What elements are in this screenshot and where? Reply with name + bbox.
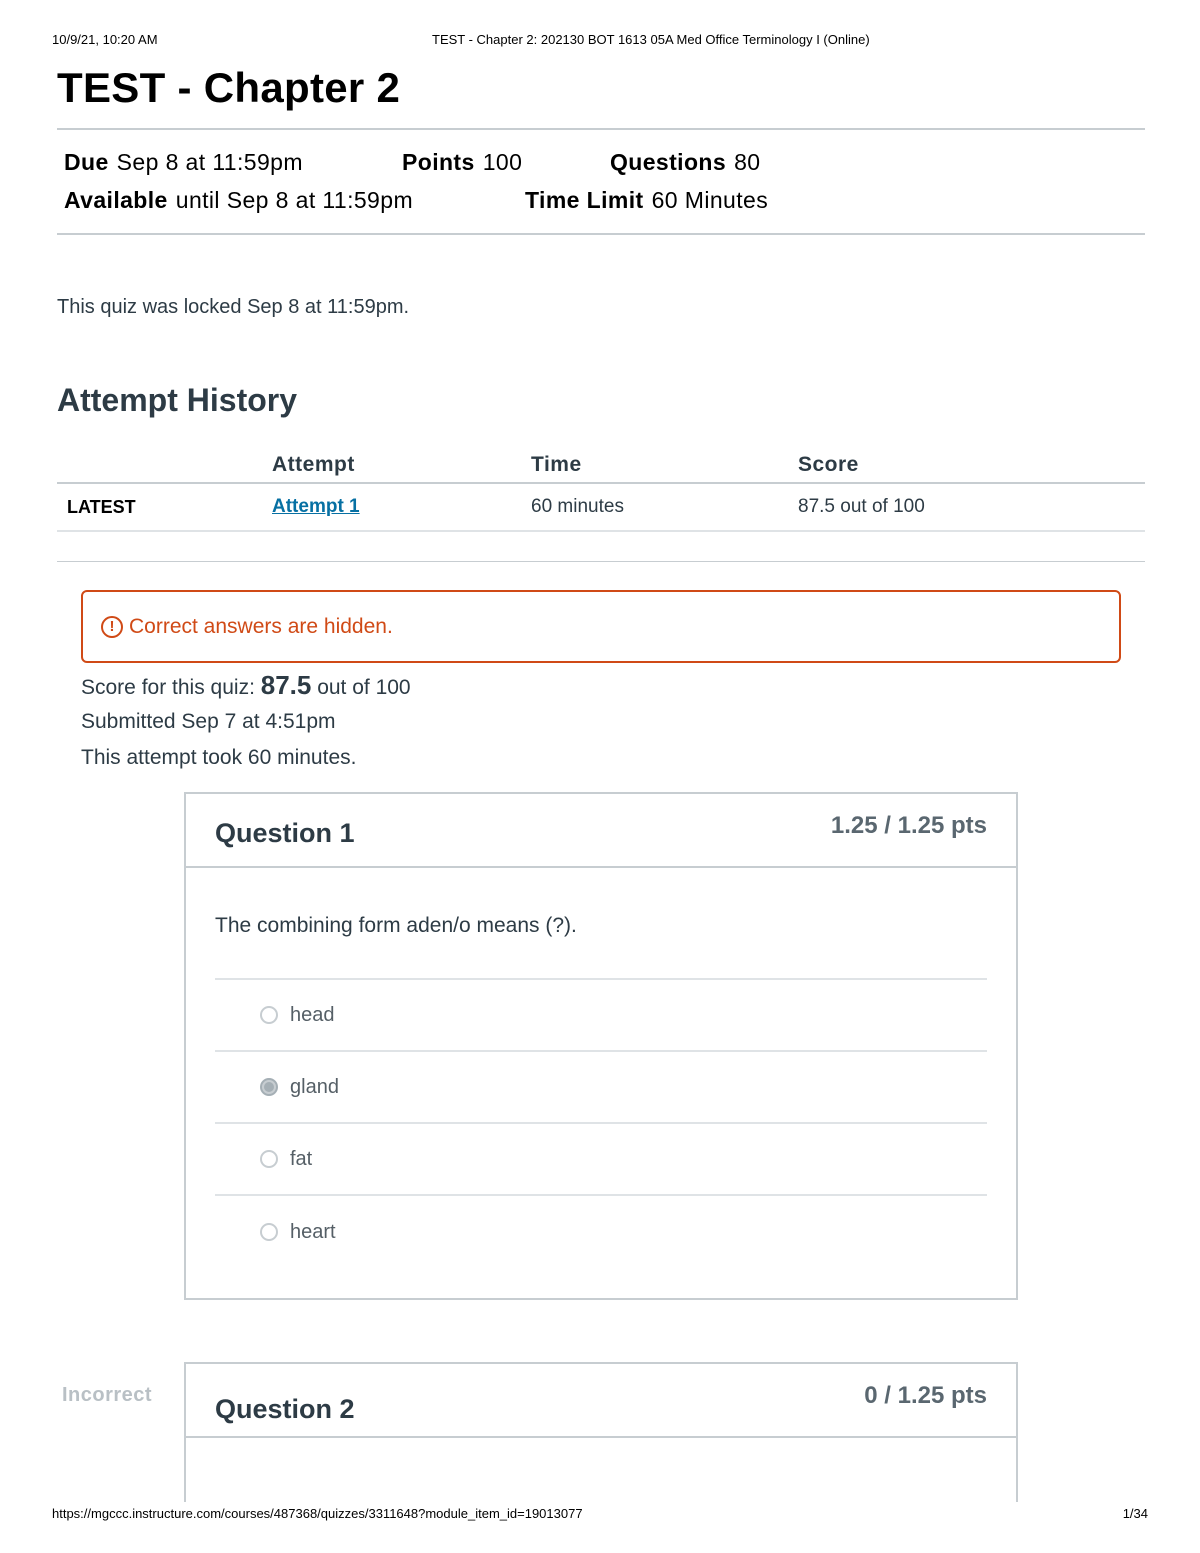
print-title: TEST - Chapter 2: 202130 BOT 1613 05A Med Office Terminology I (Online) xyxy=(432,32,870,47)
divider xyxy=(57,128,1145,130)
print-footer xyxy=(52,1506,1148,1524)
attempt-history-title: Attempt History xyxy=(57,382,298,418)
question-body xyxy=(186,868,1016,1268)
attempt-duration: This attempt took 60 minutes. xyxy=(81,746,357,769)
time-cell: 60 minutes xyxy=(531,496,624,517)
submitted-time: Submitted Sep 7 at 4:51pm xyxy=(81,710,336,733)
table-header-score: Score xyxy=(798,453,859,476)
attempt-cell xyxy=(272,496,531,518)
points xyxy=(402,149,610,176)
time-limit xyxy=(525,187,768,214)
answer-option xyxy=(215,1124,987,1196)
points-value: 100 xyxy=(482,149,523,175)
due-value: Sep 8 at 11:59pm xyxy=(116,149,303,175)
question-name: Question 2 xyxy=(215,1394,355,1424)
answer-option xyxy=(215,980,987,1052)
latest-badge: LATEST xyxy=(67,496,136,517)
due-date xyxy=(64,149,402,176)
score-suffix: out of 100 xyxy=(311,676,411,699)
table-header-time: Time xyxy=(531,453,582,476)
attempt-1-link[interactable]: Attempt 1 xyxy=(272,496,360,517)
score-prefix: Score for this quiz: xyxy=(81,676,261,699)
time-limit-value: 60 Minutes xyxy=(651,187,769,213)
quiz-meta-row-2 xyxy=(64,187,768,214)
question-points: 0 / 1.25 pts xyxy=(864,1382,987,1409)
incorrect-tag: Incorrect xyxy=(62,1384,153,1406)
correct-answers-hidden-alert xyxy=(81,590,1121,663)
answer-option-selected xyxy=(215,1052,987,1124)
divider xyxy=(57,233,1145,235)
radio-button xyxy=(260,1006,278,1024)
answer-label: gland xyxy=(290,1075,339,1098)
score-cell: 87.5 out of 100 xyxy=(798,496,925,517)
availability xyxy=(64,187,525,214)
questions-value: 80 xyxy=(734,149,761,175)
question-1 xyxy=(184,792,1018,1300)
questions-label: Questions xyxy=(610,149,727,175)
quiz-meta-row-1 xyxy=(64,149,760,176)
answer-label: heart xyxy=(290,1220,336,1243)
answer-label: head xyxy=(290,1003,335,1026)
answer-label: fat xyxy=(290,1147,313,1170)
radio-button-selected xyxy=(260,1078,278,1096)
available-value: until Sep 8 at 11:59pm xyxy=(175,187,414,213)
points-label: Points xyxy=(402,149,475,175)
divider xyxy=(57,561,1145,562)
print-header xyxy=(52,32,1148,50)
exclamation-circle-icon: ! xyxy=(101,616,123,638)
available-label: Available xyxy=(64,187,168,213)
quiz-score xyxy=(81,670,411,701)
alert-text: Correct answers are hidden. xyxy=(129,614,393,638)
question-points: 1.25 / 1.25 pts xyxy=(830,812,987,839)
attempt-history-table xyxy=(57,448,1145,532)
table-header-attempt: Attempt xyxy=(272,453,355,476)
radio-button xyxy=(260,1150,278,1168)
questions-count xyxy=(610,149,760,176)
print-url: https://mgccc.instructure.com/courses/487368/quizzes/3311648?module_item_id=19013077 xyxy=(52,1506,583,1521)
page-title: TEST - Chapter 2 xyxy=(57,64,401,111)
due-label: Due xyxy=(64,149,109,175)
answer-option xyxy=(215,1196,987,1268)
print-page-number: 1/34 xyxy=(1122,1506,1148,1521)
table-header xyxy=(57,448,1145,484)
print-date: 10/9/21, 10:20 AM xyxy=(52,32,158,47)
question-name: Question 1 xyxy=(215,818,355,848)
table-row xyxy=(57,484,1145,532)
question-2 xyxy=(184,1362,1018,1502)
question-header xyxy=(186,1364,1016,1438)
question-header xyxy=(186,794,1016,868)
lock-message: This quiz was locked Sep 8 at 11:59pm. xyxy=(57,296,410,318)
radio-button xyxy=(260,1223,278,1241)
score-value: 87.5 xyxy=(260,670,312,700)
time-limit-label: Time Limit xyxy=(525,187,644,213)
question-text: The combining form aden/o means (?). xyxy=(215,868,987,980)
